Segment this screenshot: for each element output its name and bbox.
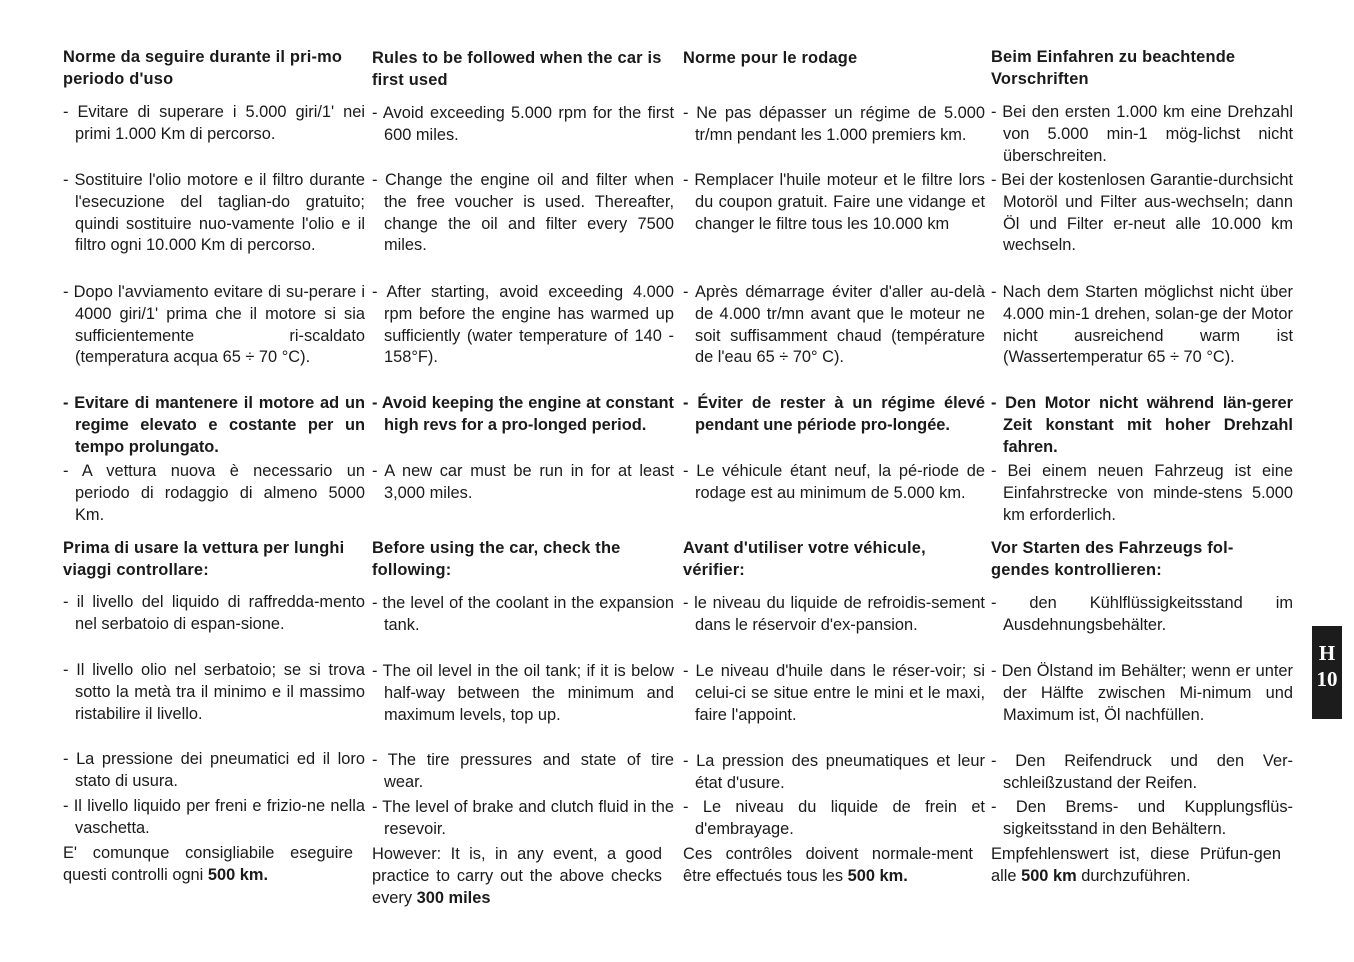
check-item: - Il livello liquido per freni e frizio-ne nella vaschetta. — [63, 797, 365, 837]
check-item: - Den Ölstand im Behälter; wenn er unter der Hälfte zwischen Mi-nimum und Maximum ist, Öl nachfüllen. — [991, 662, 1293, 724]
list-item: - Remplacer l'huile moteur et le filtre lors du coupon gratuit. Faire une vidange et changer le filtre tous les 10.000 km — [683, 171, 985, 233]
list-item: - Change the engine oil and filter when the free voucher is used. Thereafter, change the oil and filter every 7500 miles. — [372, 171, 674, 255]
list-item: - After starting, avoid exceeding 4.000 rpm before the engine has warmed up sufficiently (water temperature of 140 - 158°F). — [372, 283, 674, 367]
check-item: - Il livello olio nel serbatoio; se si trova sotto la metà tra il minimo e il massimo ristabilire il livello. — [63, 661, 365, 723]
note: However: It is, in any event, a good practice to carry out the above checks every 300 miles — [372, 845, 662, 907]
check-item: - Le niveau du liquide de frein et d'embrayage. — [683, 798, 985, 838]
check-item: - La pression des pneumatiques et leur état d'usure. — [683, 752, 985, 792]
list-item: - Après démarrage éviter d'aller au-delà de 4.000 tr/mn avant que le moteur ne soit suffisamment chaud (température de l'eau 65 ÷ 70° C). — [683, 283, 985, 367]
check-item: - il livello del liquido di raffredda-mento nel serbatoio di espan-sione. — [63, 593, 365, 633]
check-item: - The level of brake and clutch fluid in the resevoir. — [372, 798, 674, 838]
check-item: - le niveau du liquide de refroidis-sement dans le réservoir d'ex-pansion. — [683, 594, 985, 634]
column-english — [372, 0, 674, 962]
note: Empfehlenswert ist, diese Prüfun-gen alle 500 km durchzuführen. — [991, 845, 1281, 885]
list-item: - A new car must be run in for at least 3,000 miles. — [372, 462, 674, 502]
heading-first-use: Norme da seguire durante il pri-mo periodo d'uso — [63, 48, 343, 88]
list-item-warning: - Avoid keeping the engine at constant high revs for a pro-longed period. — [372, 394, 674, 434]
heading-first-use: Norme pour le rodage — [683, 49, 858, 67]
list-item: - Dopo l'avviamento evitare di su-perare i 4000 giri/1' prima che il motore si sia sufficientemente ri-scaldato (temperatura acqua 65 ÷ 70 °C). — [63, 283, 365, 367]
list-item-warning: - Éviter de rester à un régime élevé pendant une période pro-longée. — [683, 394, 985, 434]
column-german — [991, 0, 1293, 962]
list-item: - Bei der kostenlosen Garantie-durchsicht Motoröl und Filter aus-wechseln; dann Öl und Filter er-neut alle 10.000 km wechseln. — [991, 171, 1293, 255]
check-item: - Den Reifendruck und den Ver-schleißzustand der Reifen. — [991, 752, 1293, 792]
list-item-warning: - Evitare di mantenere il motore ad un regime elevato e costante per un tempo prolungato. — [63, 394, 365, 456]
list-item: - Evitare di superare i 5.000 giri/1' nei primi 1.000 Km di percorso. — [63, 103, 365, 143]
list-item: - Nach dem Starten möglichst nicht über 4.000 min-1 drehen, solan-ge der Motor nicht ausreichend warm ist (Wassertemperatur 65 ÷ 70 °C). — [991, 283, 1293, 367]
list-item: - Bei einem neuen Fahrzeug ist eine Einfahrstrecke von minde-stens 5.000 km erforderlich. — [991, 462, 1293, 524]
column-italian — [63, 0, 365, 962]
column-french — [683, 0, 985, 962]
list-item: - A vettura nuova è necessario un periodo di rodaggio di almeno 5000 Km. — [63, 462, 365, 524]
check-item: - La pressione dei pneumatici ed il loro stato di usura. — [63, 750, 365, 790]
list-item: - Ne pas dépasser un régime de 5.000 tr/mn pendant les 1.000 premiers km. — [683, 104, 985, 144]
heading-first-use: Beim Einfahren zu beachtende Vorschriften — [991, 48, 1236, 88]
check-item: - Le niveau d'huile dans le réser-voir; si celui-ci se situe entre le mini et le maxi, faire l'appoint. — [683, 662, 985, 724]
check-item: - den Kühlflüssigkeitsstand im Ausdehnungsbehälter. — [991, 594, 1293, 634]
list-item: - Sostituire l'olio motore e il filtro durante l'esecuzione del taglian-do gratuito; quindi sostituire nuo-vamente l'olio e il filtro ogni 10.000 Km di percorso. — [63, 171, 365, 255]
section-letter: H — [1318, 641, 1336, 665]
heading-before-travel: Before using the car, check the following: — [372, 539, 621, 579]
section-tab — [1312, 626, 1342, 719]
list-item: - Le véhicule étant neuf, la pé-riode de rodage est au minimum de 5.000 km. — [683, 462, 985, 502]
list-item-warning: - Den Motor nicht während län-gerer Zeit konstant mit hoher Drehzahl fahren. — [991, 394, 1293, 456]
heading-before-travel: Prima di usare la vettura per lunghi viaggi controllare: — [63, 539, 345, 579]
heading-before-travel: Avant d'utiliser votre véhicule, vérifier: — [683, 539, 926, 579]
heading-first-use: Rules to be followed when the car is first used — [372, 49, 662, 89]
check-item: - Den Brems- und Kupplungsflüs-sigkeitsstand in den Behältern. — [991, 798, 1293, 838]
check-item: - the level of the coolant in the expansion tank. — [372, 594, 674, 634]
page-number: 10 — [1316, 667, 1338, 691]
check-item: - The tire pressures and state of tire wear. — [372, 751, 674, 791]
note: E' comunque consigliabile eseguire questi controlli ogni 500 km. — [63, 844, 353, 884]
list-item: - Bei den ersten 1.000 km eine Drehzahl von 5.000 min-1 mög-lichst nicht überschreiten. — [991, 103, 1293, 165]
note: Ces contrôles doivent normale-ment être effectués tous les 500 km. — [683, 845, 973, 885]
heading-before-travel: Vor Starten des Fahrzeugs fol-gendes kontrollieren: — [991, 539, 1234, 579]
check-item: - The oil level in the oil tank; if it is below half-way between the minimum and maximum levels, top up. — [372, 662, 674, 724]
list-item: - Avoid exceeding 5.000 rpm for the first 600 miles. — [372, 104, 674, 144]
